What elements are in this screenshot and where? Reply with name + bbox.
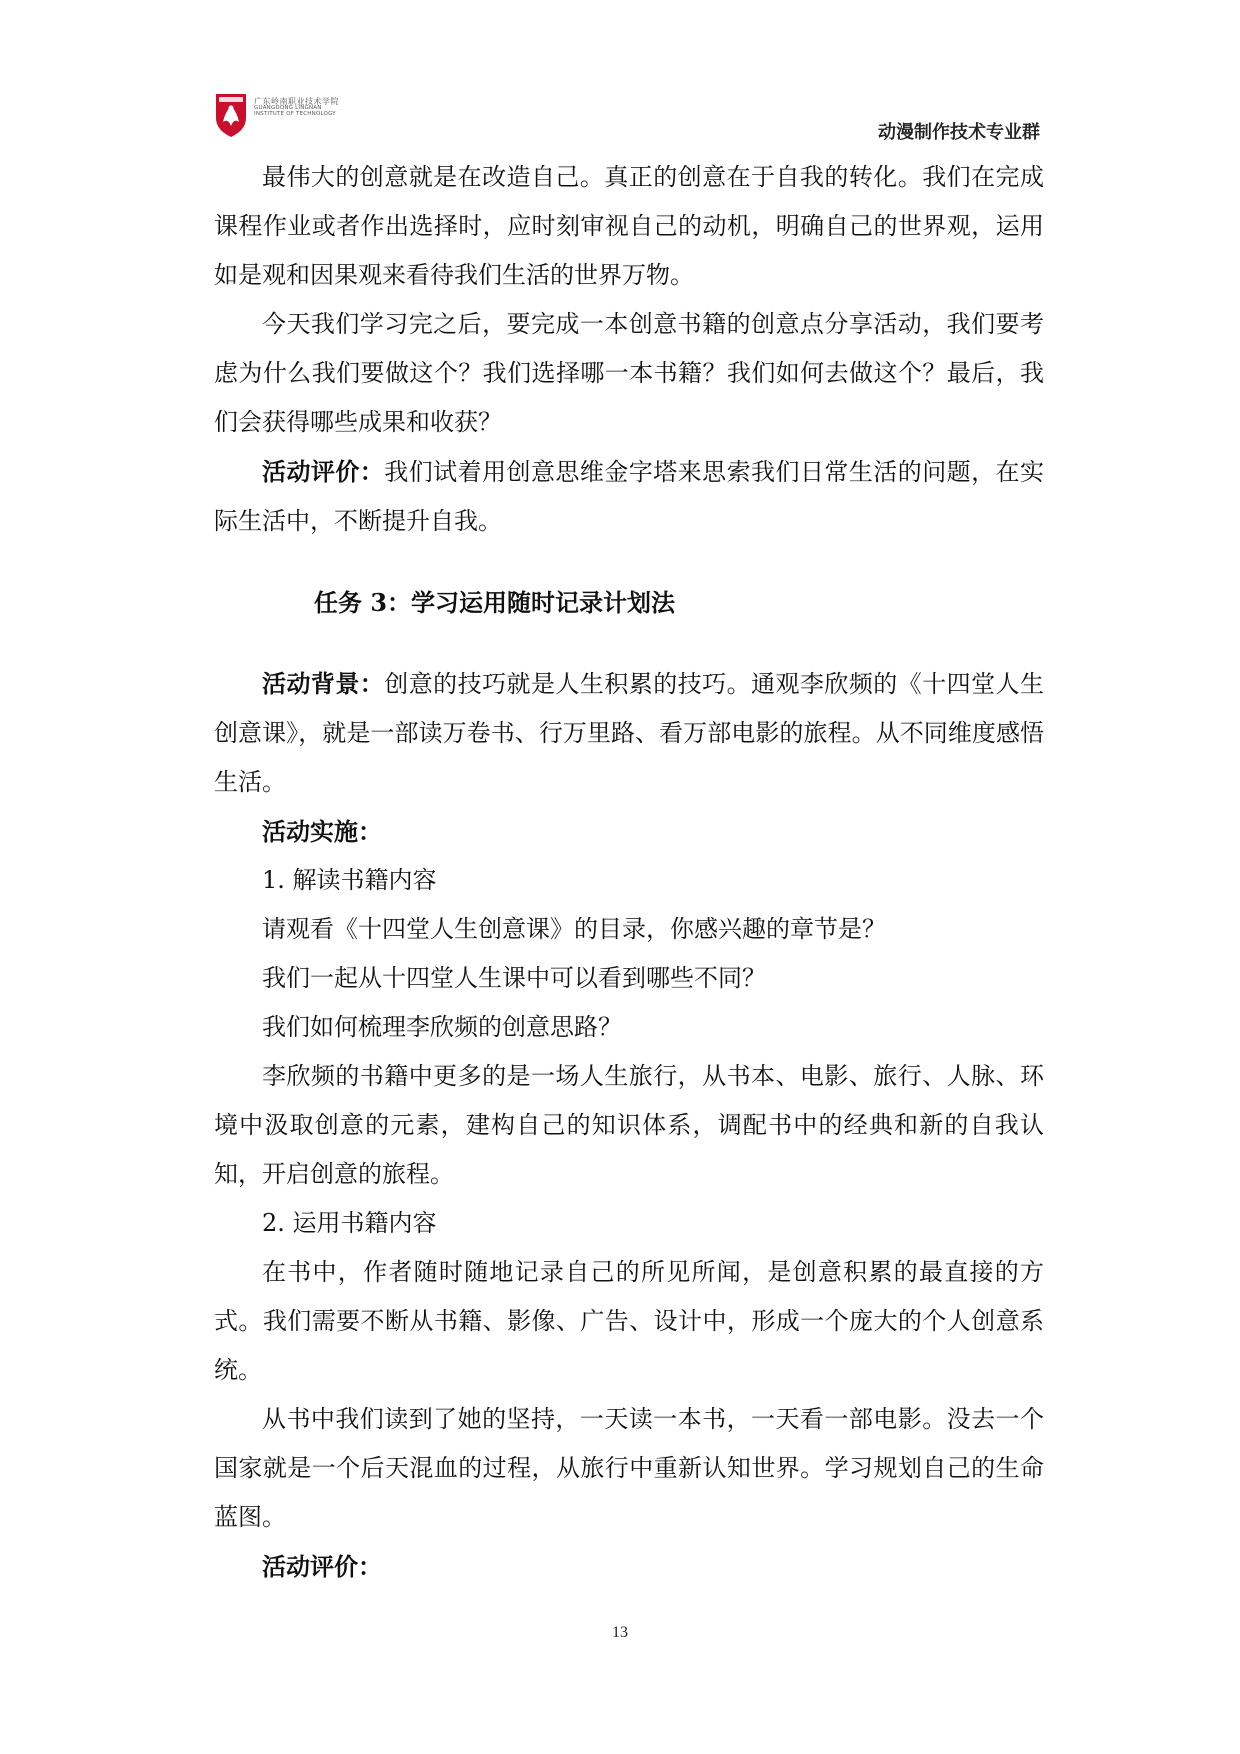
paragraph-today: 今天我们学习完之后，要完成一本创意书籍的创意点分享活动，我们要考虑为什么我们要做这个？我们选择哪一本书籍？我们如何去做这个？最后，我们会获得哪些成果和收获？ — [214, 310, 1044, 436]
evaluation-label-2: 活动评价： — [262, 1552, 382, 1581]
question-3: 我们如何梳理李欣频的创意思路？ — [262, 1013, 622, 1041]
logo-english-name-line2: INSTITUTE OF TECHNOLOGY — [254, 111, 336, 118]
task-heading: 任务 3：学习运用随时记录计划法 — [314, 588, 676, 617]
page-number: 13 — [612, 1624, 628, 1641]
paragraph-creativity: 最伟大的创意就是在改造自己。真正的创意在于自我的转化。我们在完成课程作业或者作出选择时，应时刻审视自己的动机，明确自己的世界观，运用如是观和因果观来看待我们生活的世界万物。 — [214, 163, 1044, 289]
list-item-2: 2. 运用书籍内容 — [262, 1209, 437, 1237]
header-department: 动漫制作技术专业群 — [878, 122, 1040, 143]
evaluation-label: 活动评价： — [262, 457, 385, 486]
logo-chinese-name: 广东岭南职业技术学院 — [254, 97, 339, 106]
question-2: 我们一起从十四堂人生课中可以看到哪些不同？ — [262, 964, 766, 992]
question-1: 请观看《十四堂人生创意课》的目录，你感兴趣的章节是？ — [262, 915, 886, 943]
background-text: 创意的技巧就是人生积累的技巧。通观李欣频的《十四堂人生创意课》，就是一部读万卷书、行万里路、看万部电影的旅程。从不同维度感悟生活。 — [214, 670, 1045, 796]
school-emblem-icon — [214, 92, 248, 138]
paragraph-book: 在书中，作者随时随地记录自己的所见所闻，是创意积累的最直接的方式。我们需要不断从书籍、影像、广告、设计中，形成一个庞大的个人创意系统。 — [214, 1258, 1044, 1384]
paragraph-reading: 从书中我们读到了她的坚持，一天读一本书，一天看一部电影。没去一个国家就是一个后天混血的过程，从旅行中重新认知世界。学习规划自己的生命蓝图。 — [214, 1405, 1044, 1531]
page-body — [214, 153, 1044, 1591]
paragraph-evaluation-1 — [214, 447, 1044, 546]
paragraph-background — [214, 659, 1044, 807]
list-item-1: 1. 解读书籍内容 — [262, 866, 437, 894]
evaluation-text: 我们试着用创意思维金字塔来思索我们日常生活的问题，在实际生活中，不断提升自我。 — [214, 458, 1045, 535]
paragraph-li-xinpin: 李欣频的书籍中更多的是一场人生旅行，从书本、电影、旅行、人脉、环境中汲取创意的元素，建构自己的知识体系，调配书中的经典和新的自我认知，开启创意的旅程。 — [214, 1062, 1044, 1188]
logo-english-name-line1: GUANGDONG LINGNAN — [254, 105, 322, 112]
background-label: 活动背景： — [262, 669, 385, 698]
implementation-label: 活动实施： — [262, 817, 382, 846]
school-logo — [214, 92, 344, 138]
